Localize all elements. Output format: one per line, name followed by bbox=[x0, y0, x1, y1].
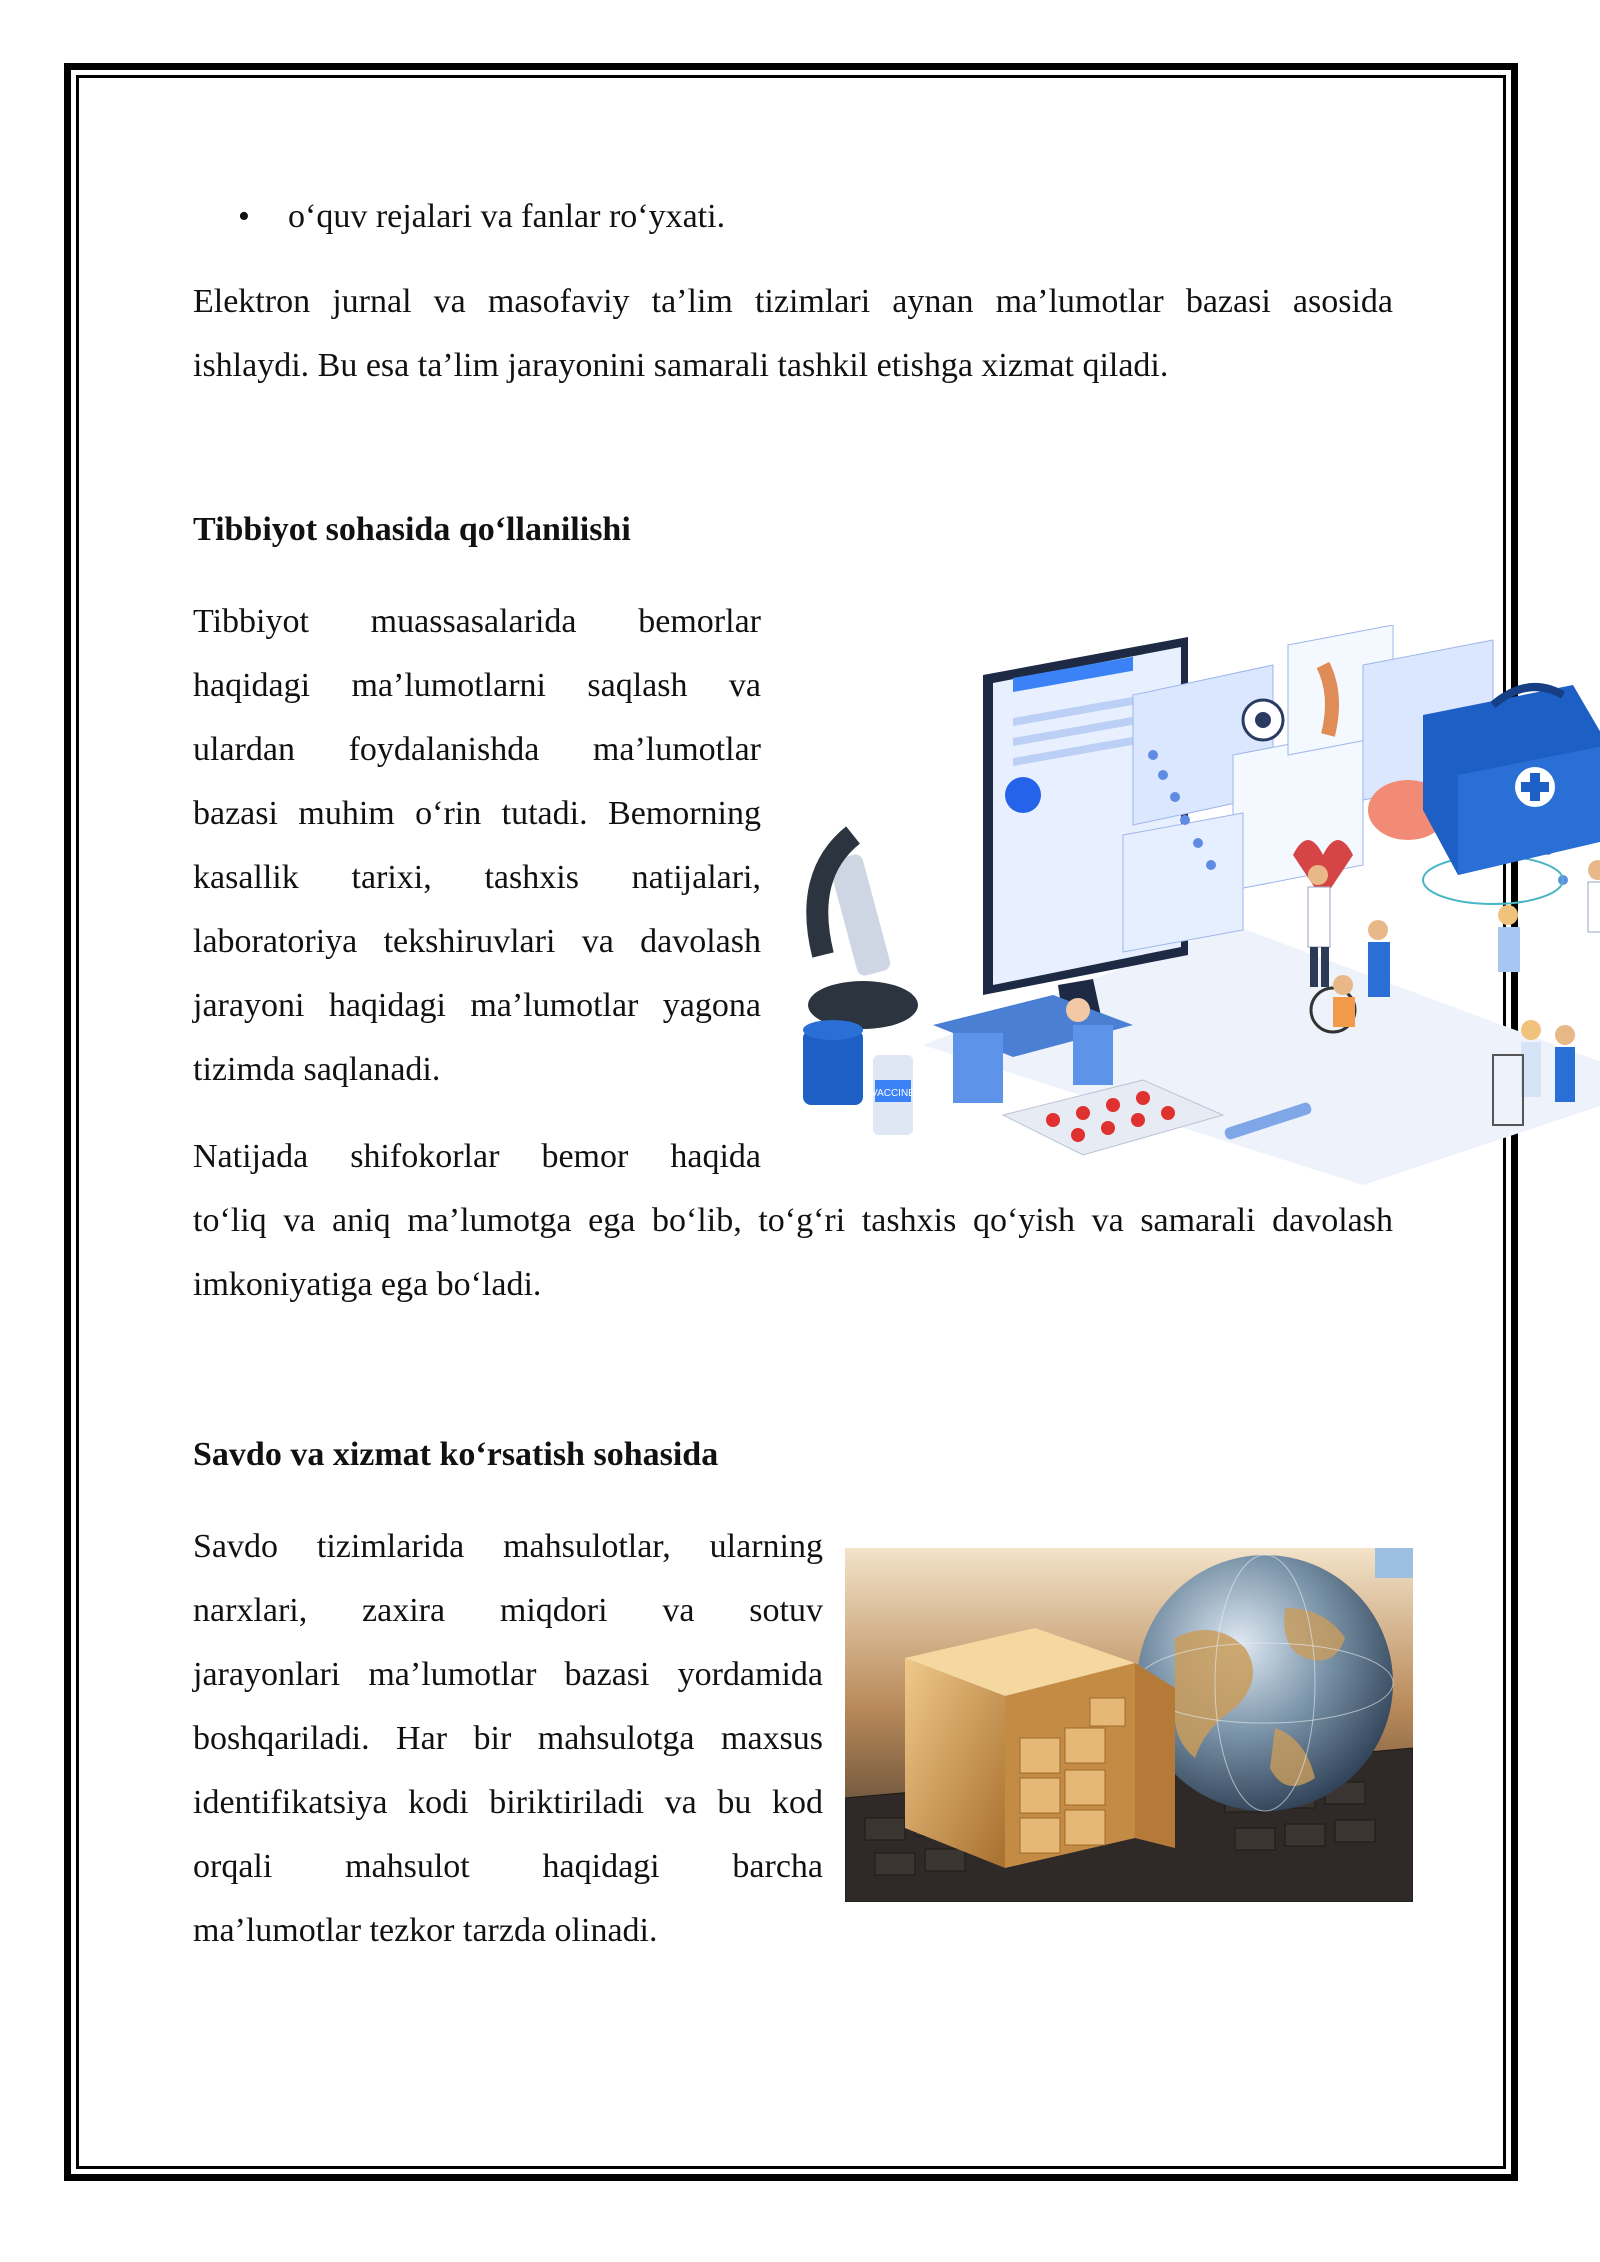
intro-paragraph: Elektron jurnal va masofaviy ta’lim tizimlari aynan ma’lumotlar bazasi asosida ishlaydi. Bu esa ta’lim jarayonini samarali tashkil etishga xizmat qiladi. bbox=[193, 283, 1393, 384]
medicine-line: kasallik tarixi, tashxis natijalari, bbox=[193, 859, 761, 896]
trade-line: jarayonlari ma’lumotlar bazasi yordamida bbox=[193, 1656, 823, 1693]
trade-line: orqali mahsulot haqidagi barcha bbox=[193, 1848, 823, 1885]
vaccine-bottle-icon bbox=[803, 1020, 915, 1135]
trade-line: boshqariladi. Har bir mahsulotga maxsus bbox=[193, 1720, 823, 1757]
global-trade-photo bbox=[845, 1548, 1413, 1902]
medicine-line: bazasi muhim o‘rin tutadi. Bemorning bbox=[193, 795, 761, 832]
trade-line: narxlari, zaxira miqdori va sotuv bbox=[193, 1592, 823, 1629]
trade-line: identifikatsiya kodi biriktiriladi va bu kod bbox=[193, 1784, 823, 1821]
medicine-line: Tibbiyot muassasalarida bemorlar bbox=[193, 603, 761, 640]
section-heading-medicine: Tibbiyot sohasida qo‘llanilishi bbox=[193, 511, 631, 548]
medicine-line: ulardan foydalanishda ma’lumotlar bbox=[193, 731, 761, 768]
medicine-result-line: Natijada shifokorlar bemor haqida bbox=[193, 1138, 761, 1175]
medicine-line: haqidagi ma’lumotlarni saqlash va bbox=[193, 667, 761, 704]
shipping-container-icon bbox=[905, 1628, 1175, 1868]
section-heading-trade: Savdo va xizmat ko‘rsatish sohasida bbox=[193, 1436, 719, 1473]
medicine-result-line: to‘liq va aniq ma’lumotga ega bo‘lib, to‘g‘ri tashxis qo‘yish va samarali davolash bbox=[193, 1202, 1393, 1239]
medicine-line: jarayoni haqidagi ma’lumotlar yagona bbox=[193, 987, 761, 1024]
vaccine-label: VACCINE bbox=[871, 1088, 915, 1099]
box-icon bbox=[1375, 1548, 1413, 1578]
bullet-text: o‘quv rejalari va fanlar ro‘yxati. bbox=[288, 198, 726, 235]
medicine-result-line: imkoniyatiga ega bo‘ladi. bbox=[193, 1266, 542, 1303]
trade-line: Savdo tizimlarida mahsulotlar, ularning bbox=[193, 1528, 823, 1565]
trade-line: ma’lumotlar tezkor tarzda olinadi. bbox=[193, 1912, 658, 1949]
globe-icon bbox=[1137, 1555, 1393, 1811]
medicine-line: laboratoriya tekshiruvlari va davolash bbox=[193, 923, 761, 960]
medical-database-illustration bbox=[803, 625, 1600, 1185]
bullet-icon: • bbox=[238, 198, 250, 235]
medical-case-icon bbox=[1423, 685, 1600, 875]
microscope-icon bbox=[808, 835, 918, 1029]
medicine-line: tizimda saqlanadi. bbox=[193, 1051, 441, 1088]
